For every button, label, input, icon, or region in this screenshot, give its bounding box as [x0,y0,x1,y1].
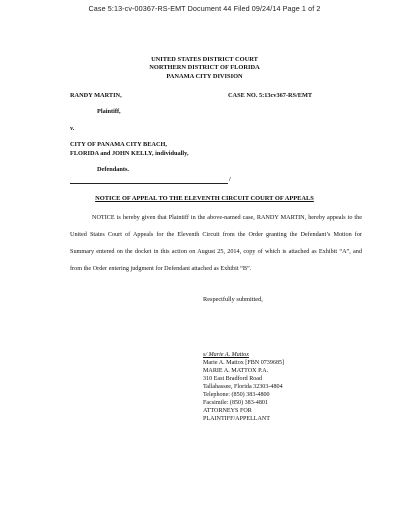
street-address: 310 East Bradford Road [203,375,263,382]
court-district: NORTHERN DISTRICT OF FLORIDA [149,64,260,72]
defendant-line-2: FLORIDA and JOHN KELLY, individually, [70,150,189,157]
party-represented: PLAINTIFF/APPELLANT [203,415,271,422]
caption-rule [70,183,228,184]
attorney-name: Marie A. Mattox [FBN 0739685] [203,359,285,366]
closing: Respectfully submitted, [203,296,263,303]
plaintiff-role: Plaintiff, [97,108,121,115]
facsimile: Facsimile: (850) 383-4801 [203,399,268,406]
attorneys-for: ATTORNEYS FOR [203,407,252,414]
court-heading [0,56,409,81]
plaintiff-name: RANDY MARTIN, [70,92,122,99]
telephone: Telephone: (850) 383-4800 [203,391,270,398]
defendant-line-1: CITY OF PANAMA CITY BEACH, [70,141,167,148]
defendant-role: Defendants. [97,166,130,173]
court-division: PANAMA CITY DIVISION [166,72,243,80]
caption-bracket: / [229,176,231,183]
case-number: CASE NO. 5:13cv367-RS/EMT [228,92,313,99]
city-address: Tallahassee, Florida 32303-4804 [203,383,283,390]
court-name: UNITED STATES DISTRICT COURT [151,56,258,63]
body-text [70,209,362,277]
notice-paragraph: NOTICE is hereby given that Plaintiff in the above-named case, RANDY MARTIN, hereby appeals to the United States Court of Appeals for the Eleventh Circuit from the Order granting the Defendant’s Motion for Summary entered on the docket in this action on August 25, 2014, copy of which is attached as Exhibit “A”, and from the Order entering judgment for Defendant attached as Exhibit “B”. [70,214,362,272]
electronic-signature: s/ Marie A. Mattox [203,352,249,358]
document-title: NOTICE OF APPEAL TO THE ELEVENTH CIRCUIT COURT OF APPEALS [95,195,314,202]
ecf-header-stamp: Case 5:13-cv-00367-RS-EMT Document 44 Filed 09/24/14 Page 1 of 2 [88,4,321,13]
versus: v. [70,125,75,132]
firm-name: MARIE A. MATTOX P.A. [203,367,269,374]
signature-block [203,352,284,424]
